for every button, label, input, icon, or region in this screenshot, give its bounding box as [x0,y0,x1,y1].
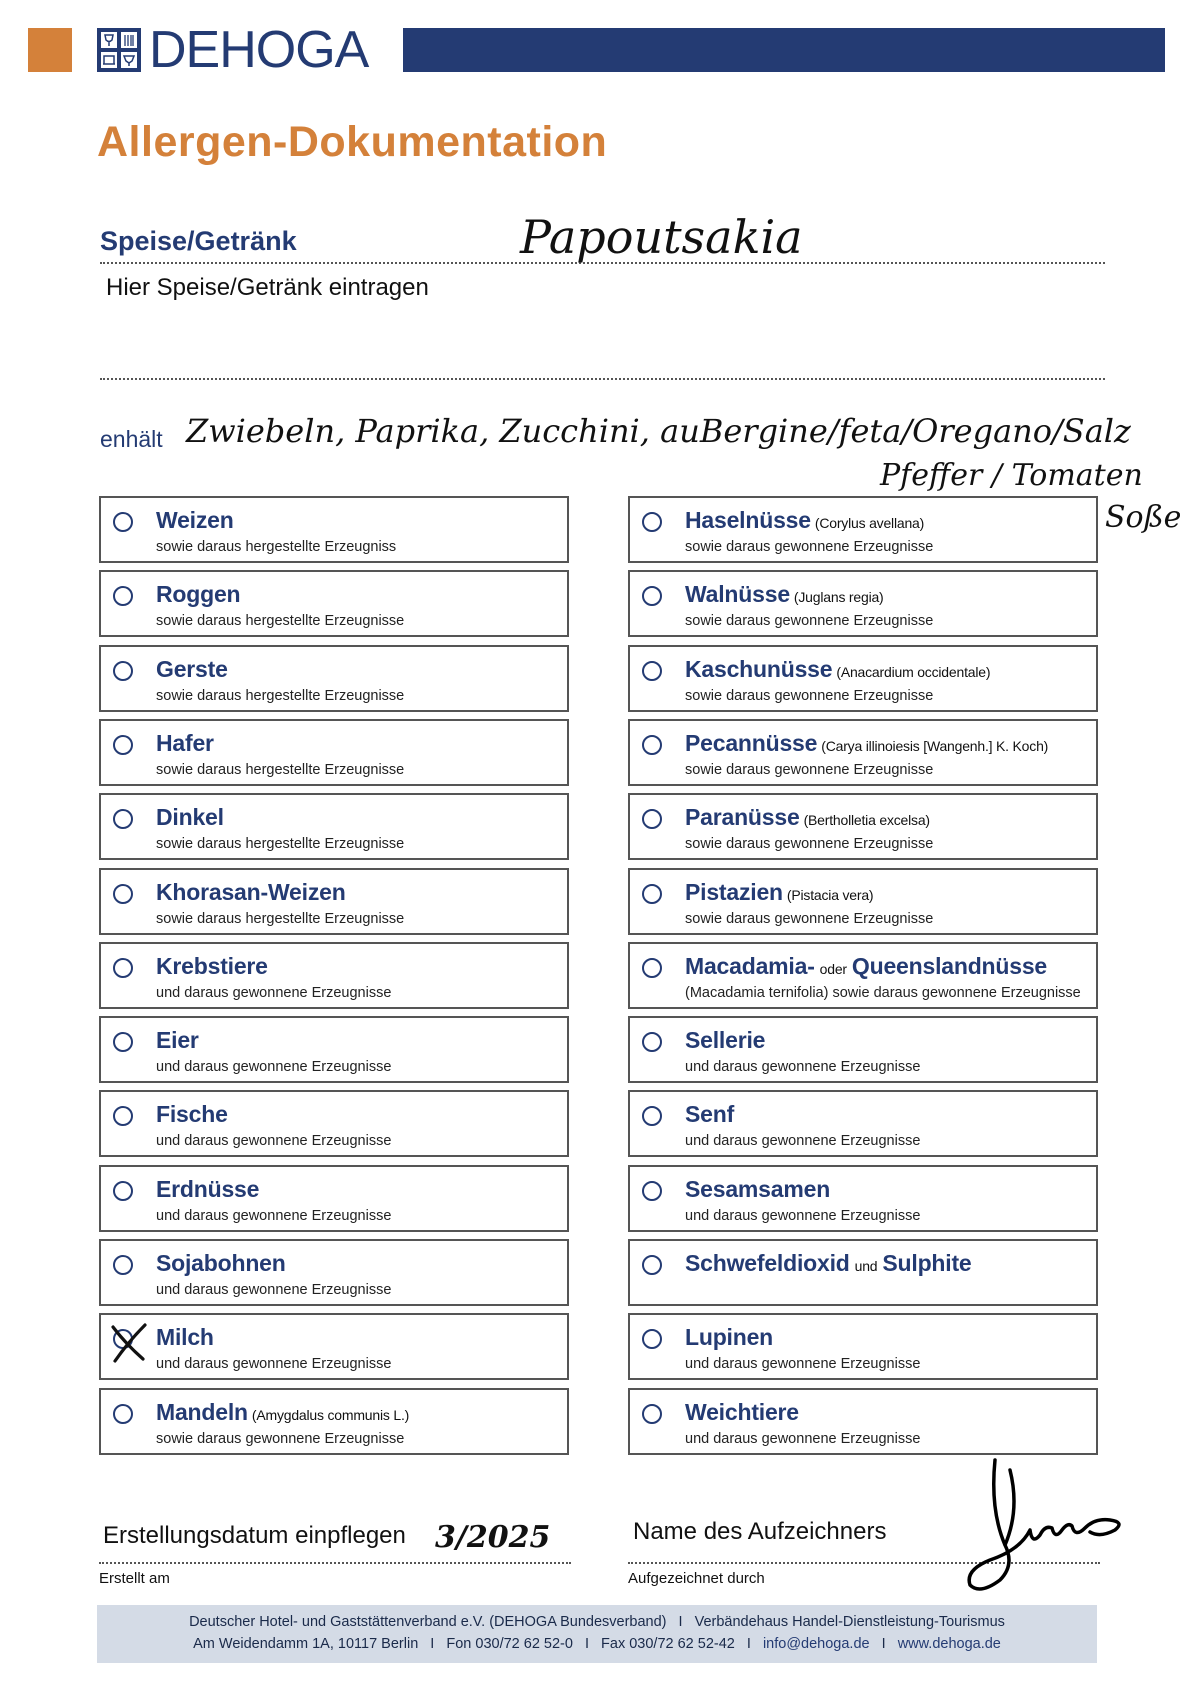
allergen-item[interactable] [99,1239,569,1306]
allergen-item[interactable] [628,1388,1098,1455]
allergen-name [156,1176,259,1203]
allergen-item[interactable] [99,1016,569,1083]
contains-handwritten-line1[interactable]: Zwiebeln, Paprika, Zucchini, auBergine/feta/Oregano/Salz [186,412,1131,450]
allergen-radio[interactable] [113,1255,133,1275]
allergen-name-text: Roggen [156,581,241,607]
allergen-radio[interactable] [642,1404,662,1424]
allergen-description: sowie daraus hergestellte Erzeugnisse [156,836,405,852]
allergen-description: sowie daraus hergestellte Erzeugniss [156,539,397,555]
allergen-name [156,581,240,608]
allergen-item[interactable] [99,868,569,935]
allergen-name [685,1176,830,1203]
allergen-description: sowie daraus gewonnene Erzeugnisse [685,539,934,555]
allergen-description: sowie daraus gewonnene Erzeugnisse [685,762,934,778]
allergen-radio[interactable] [642,958,662,978]
date-caption: Erstellt am [99,1570,170,1587]
allergen-radio[interactable] [642,809,662,829]
name-caption: Aufgezeichnet durch [628,1570,765,1587]
allergen-latin-name: (Pistacia vera) [786,887,874,903]
dish-handwritten-value[interactable]: Papoutsakia [520,210,803,264]
allergen-description: und daraus gewonnene Erzeugnisse [156,1059,392,1075]
allergen-description: sowie daraus hergestellte Erzeugnisse [156,613,405,629]
allergen-name-text: Senf [685,1101,735,1127]
brand-accent-square [28,28,72,72]
allergen-description: und daraus gewonnene Erzeugnisse [685,1356,921,1372]
allergen-item[interactable] [99,793,569,860]
allergen-description: und daraus gewonnene Erzeugnisse [156,1282,392,1298]
allergen-radio[interactable] [642,1181,662,1201]
header-bar [403,28,1165,72]
allergen-radio[interactable] [642,1329,662,1349]
allergen-name-text: Erdnüsse [156,1176,260,1202]
allergen-radio[interactable] [113,809,133,829]
allergen-name-text: Fische [156,1101,228,1127]
allergen-radio[interactable] [642,661,662,681]
allergen-name-text: Gerste [156,656,228,682]
allergen-latin-name: (Anacardium occidentale) [836,664,991,680]
allergen-description: und daraus gewonnene Erzeugnisse [685,1431,921,1447]
footer-org: Deutscher Hotel- und Gaststättenverband e.V. (DEHOGA Bundesverband) [189,1614,667,1630]
allergen-name [156,1399,409,1426]
allergen-name [685,953,1047,980]
allergen-description: und daraus gewonnene Erzeugnisse [685,1208,921,1224]
allergen-radio[interactable] [642,735,662,755]
allergen-name [685,581,884,608]
footer-separator: I [746,1636,751,1652]
allergen-name [685,656,990,683]
allergen-description: sowie daraus gewonnene Erzeugnisse [685,688,934,704]
allergen-name-text: Sesamsamen [685,1176,831,1202]
allergen-item[interactable] [99,1165,569,1232]
allergen-name-text: Sellerie [685,1027,766,1053]
allergen-name [156,1027,199,1054]
allergen-name-text: Krebstiere [156,953,268,979]
allergen-name-text: Eier [156,1027,199,1053]
allergen-description: und daraus gewonnene Erzeugnisse [156,1133,392,1149]
allergen-radio[interactable] [642,512,662,532]
allergen-description: sowie daraus hergestellte Erzeugnisse [156,911,405,927]
allergen-name [156,879,346,906]
allergen-name-text: Haselnüsse [685,507,811,533]
allergen-radio[interactable] [113,661,133,681]
allergen-item[interactable] [628,942,1098,1009]
footer-address: Am Weidendamm 1A, 10117 Berlin [193,1636,419,1652]
allergen-item[interactable] [628,1239,1098,1306]
allergen-item[interactable] [99,570,569,637]
allergen-item[interactable] [628,793,1098,860]
allergen-radio[interactable] [113,1032,133,1052]
allergen-name [156,730,214,757]
allergen-name-text: Weizen [156,507,234,533]
allergen-name-text: Kaschunüsse [685,656,833,682]
allergen-name [685,730,1048,757]
allergen-radio[interactable] [642,1032,662,1052]
allergen-description: und daraus gewonnene Erzeugnisse [685,1059,921,1075]
allergen-name [156,507,234,534]
allergen-description: und daraus gewonnene Erzeugnisse [156,1208,392,1224]
allergen-name [685,1250,972,1277]
allergen-name-text: Walnüsse [685,581,790,607]
allergen-item[interactable] [99,1388,569,1455]
contains-label: enhält [100,426,163,452]
allergen-latin-name: (Amygdalus communis L.) [251,1407,410,1423]
allergen-description: sowie daraus gewonnene Erzeugnisse [156,1431,405,1447]
dehoga-logo [97,21,369,79]
footer-separator: I [584,1636,589,1652]
allergen-radio[interactable] [642,884,662,904]
allergen-connector: und [854,1258,878,1274]
contains-handwritten-line3[interactable]: Soße [1105,500,1182,535]
allergen-radio[interactable] [642,1106,662,1126]
allergen-latin-name: (Corylus avellana) [814,515,925,531]
allergen-name-text: Pistazien [685,879,783,905]
allergen-name [156,1250,286,1277]
allergen-name [156,953,268,980]
allergen-description: sowie daraus gewonnene Erzeugnisse [685,613,934,629]
allergen-description: und daraus gewonnene Erzeugnisse [156,985,392,1001]
date-prompt: Erstellungsdatum einpflegen [103,1522,406,1549]
allergen-name-text: Khorasan-Weizen [156,879,346,905]
allergen-name-text-2: Sulphite [882,1250,972,1276]
allergen-item[interactable] [99,942,569,1009]
allergen-item[interactable] [628,719,1098,786]
allergen-name-text: Mandeln [156,1399,248,1425]
contains-handwritten-line2[interactable]: Pfeffer / Tomaten [880,458,1143,493]
allergen-item[interactable] [99,1313,569,1380]
dehoga-logo-icon [97,28,141,72]
allergen-name [685,1101,734,1128]
allergen-item[interactable] [99,719,569,786]
allergen-latin-name: (Carya illinoiesis [Wangenh.] K. Koch) [821,738,1049,754]
allergen-radio[interactable] [113,1404,133,1424]
allergen-name [685,1324,773,1351]
allergen-description: sowie daraus gewonnene Erzeugnisse [685,836,934,852]
allergen-name-text: Pecannüsse [685,730,818,756]
page-title: Allergen-Dokumentation [97,118,608,166]
footer-line-1 [97,1614,1097,1630]
signature-icon[interactable] [960,1450,1160,1600]
allergen-radio[interactable] [113,1106,133,1126]
allergen-name [685,804,930,831]
allergen-radio[interactable] [642,586,662,606]
allergen-radio[interactable] [113,586,133,606]
footer-email-link[interactable]: info@dehoga.de [762,1636,870,1652]
footer [97,1605,1097,1663]
handwritten-x-mark-icon [109,1321,149,1365]
footer-separator: I [678,1614,683,1630]
dish-label: Speise/Getränk [100,226,297,256]
footer-fax: Fax 030/72 62 52-42 [601,1636,735,1652]
date-handwritten-value[interactable]: 3/2025 [435,1520,551,1555]
allergen-name [156,804,224,831]
allergen-name [685,879,873,906]
allergen-description: sowie daraus hergestellte Erzeugnisse [156,688,405,704]
allergen-item[interactable] [628,1090,1098,1157]
allergen-latin-name: (Bertholletia excelsa) [803,812,930,828]
footer-line-2 [97,1636,1097,1652]
dish-placeholder: Hier Speise/Getränk eintragen [106,274,429,301]
allergen-name [156,1101,228,1128]
allergen-name [156,656,228,683]
footer-building: Verbändehaus Handel-Dienstleistung-Tourismus [694,1614,1005,1630]
allergen-item[interactable] [628,1313,1098,1380]
allergen-radio[interactable] [113,735,133,755]
allergen-name [685,1027,765,1054]
allergen-item[interactable] [628,496,1098,563]
allergen-description: und daraus gewonnene Erzeugnisse [156,1356,392,1372]
dish-second-dotted-line [100,378,1105,380]
allergen-latin-name: (Juglans regia) [793,589,884,605]
allergen-description: (Macadamia ternifolia) sowie daraus gewonnene Erzeugnisse [685,985,1081,1001]
footer-phone: Fon 030/72 62 52-0 [446,1636,573,1652]
allergen-connector: oder [819,961,847,977]
logo-text: DEHOGA [149,21,369,79]
allergen-name [685,507,924,534]
allergen-name-text: Sojabohnen [156,1250,286,1276]
allergen-item[interactable] [628,868,1098,935]
allergen-name [156,1324,214,1351]
allergen-description: und daraus gewonnene Erzeugnisse [685,1133,921,1149]
date-dotted-line [99,1562,571,1564]
allergen-radio[interactable] [113,512,133,532]
allergen-radio[interactable] [642,1255,662,1275]
footer-separator: I [881,1636,886,1652]
allergen-item[interactable] [99,1090,569,1157]
allergen-item[interactable] [628,645,1098,712]
allergen-description: sowie daraus hergestellte Erzeugnisse [156,762,405,778]
allergen-name-text: Macadamia- [685,953,815,979]
allergen-name-text: Schwefeldioxid [685,1250,850,1276]
allergen-item[interactable] [628,1165,1098,1232]
allergen-name-text: Dinkel [156,804,224,830]
allergen-name-text: Milch [156,1324,214,1350]
allergen-radio[interactable] [113,1181,133,1201]
allergen-item[interactable] [628,1016,1098,1083]
allergen-item[interactable] [628,570,1098,637]
allergen-item[interactable] [99,645,569,712]
allergen-name-text-2: Queenslandnüsse [851,953,1048,979]
footer-web-link[interactable]: www.dehoga.de [897,1636,1001,1652]
name-prompt: Name des Aufzeichners [633,1518,887,1545]
allergen-name-text: Lupinen [685,1324,774,1350]
allergen-name-text: Hafer [156,730,214,756]
allergen-description: sowie daraus gewonnene Erzeugnisse [685,911,934,927]
allergen-name-text: Weichtiere [685,1399,799,1425]
allergen-radio[interactable] [113,958,133,978]
allergen-name-text: Paranüsse [685,804,800,830]
footer-separator: I [430,1636,435,1652]
allergen-item[interactable] [99,496,569,563]
allergen-radio[interactable] [113,884,133,904]
allergen-name [685,1399,799,1426]
